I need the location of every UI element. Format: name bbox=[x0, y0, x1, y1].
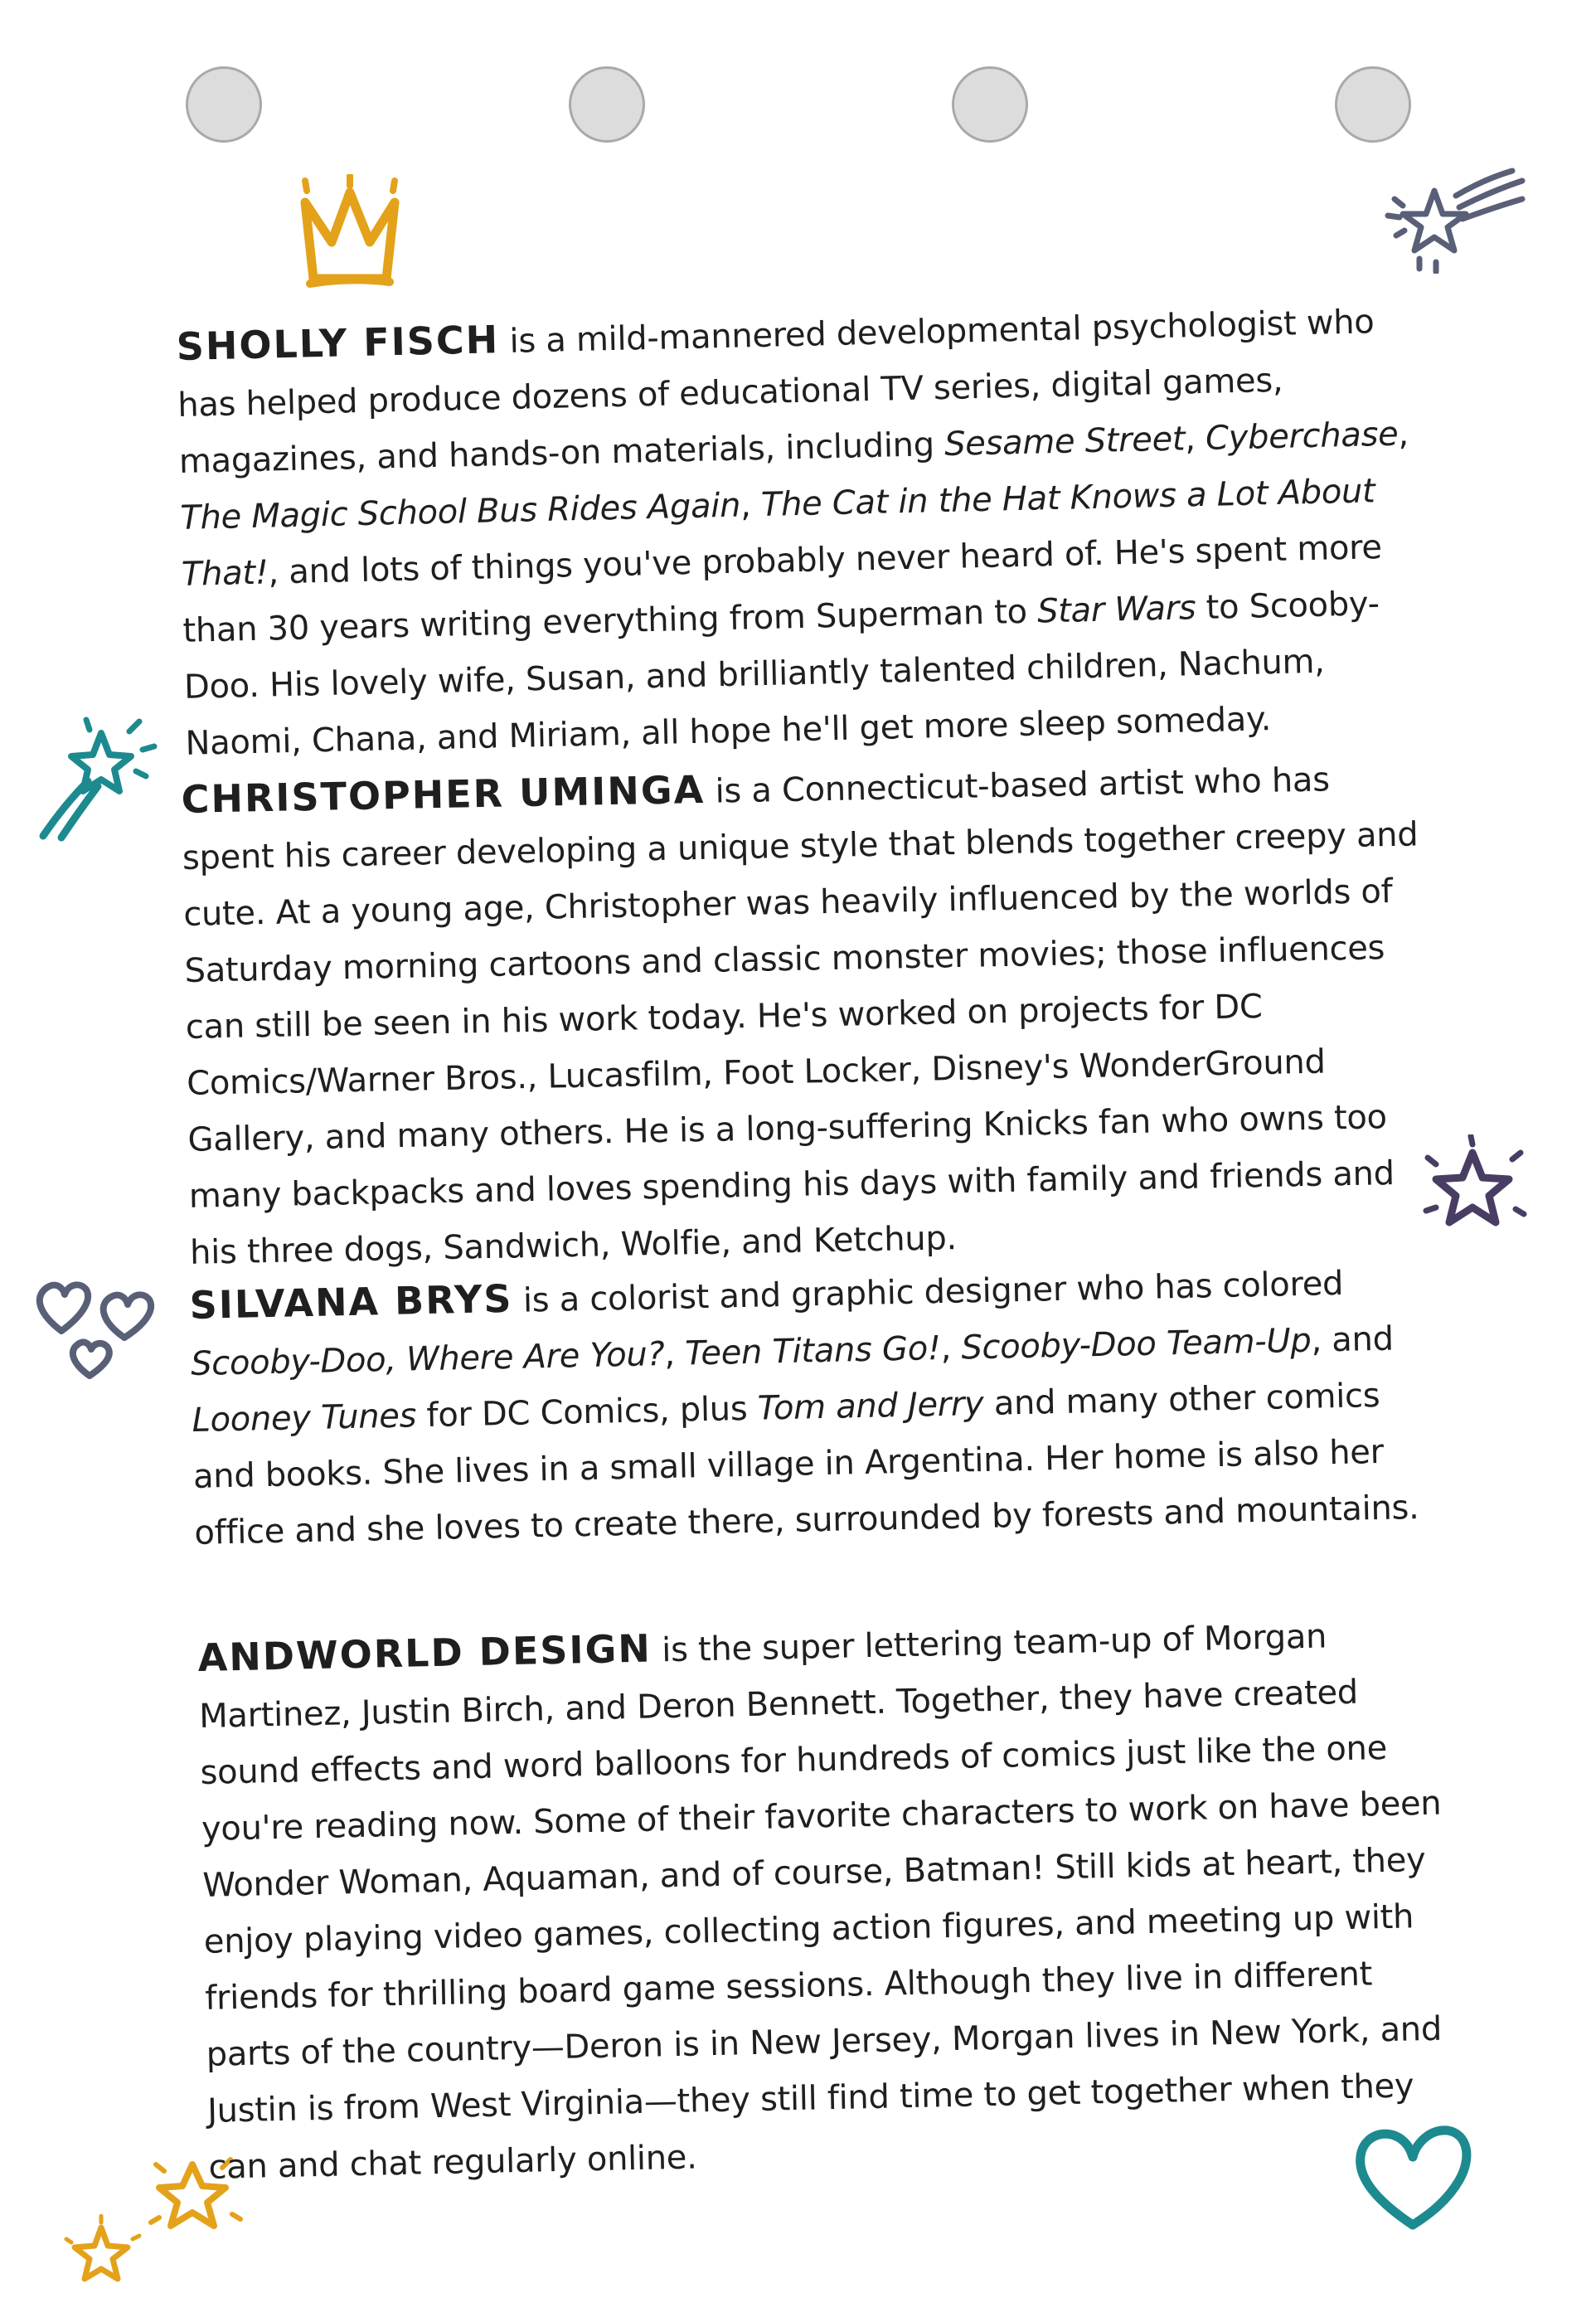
binder-hole bbox=[186, 66, 262, 143]
bio-name: SHOLLY FISCH bbox=[176, 317, 500, 369]
bio-andworld-design: ANDWORLD DESIGN is the super lettering team-up of Morgan Martinez, Justin Birch, and Deron Bennett. Together, they have created sound effects and word balloons for hundreds of comics just like the one you're reading now. Some of their favorite characters to work on have been Wonder Woman, Aquaman, and of course, Batman! Still kids at heart, they enjoy playing video games, collecting action figures, and meeting up with friends for thrilling board game sessions. Although they live in different parts of the country—Deron is in New Jersey, Morgan lives in New York, and Justin is from West Virginia—they still find time to get together when they can and chat regularly online. bbox=[197, 1617, 1443, 2187]
bio-name: SILVANA BRYS bbox=[189, 1275, 514, 1328]
bio-christopher-uminga: CHRISTOPHER UMINGA is a Connecticut-based artist who has spent his career developing a unique style that blends together creepy and cute. At a young age, Christopher was heavily influenced by the worlds of Saturday morning cartoons and classic monster movies; those influences can still be seen in his work today. He's worked on projects for DC Comics/Warner Bros., Lucasfilm, Foot Locker, Disney's WonderGround Gallery, and many others. He is a long-suffering Knicks fan who owns too many backpacks and loves spending his days with family and friends and his three dogs, Sandwich, Wolfie, and Ketchup. bbox=[181, 760, 1419, 1272]
crown-icon bbox=[297, 174, 405, 290]
hearts-icon bbox=[32, 1273, 164, 1381]
binder-hole bbox=[1335, 66, 1411, 143]
binder-hole bbox=[952, 66, 1028, 143]
star-icon bbox=[1419, 1134, 1527, 1242]
bio-sholly-fisch: SHOLLY FISCH is a mild-mannered developmental psychologist who has helped produce dozens of educational TV series, digital games, magazines, and hands-on materials, including Sesame Street, Cyberchase, The Magic School Bus Rides Again, The Cat in the Hat Knows a Lot About That!, and lots of things you've probably never heard of. He's spent more than 30 years writing everything from Superman to Star Wars to Scooby-Doo. His lovely wife, Susan, and brilliantly talented children, Nachum, Naomi, Chana, and Miriam, all hope he'll get more sleep someday. bbox=[176, 303, 1409, 763]
bio-silvana-brys: SILVANA BRYS is a colorist and graphic designer who has colored Scooby-Doo, Where Are You?, Teen Titans Go!, Scooby-Doo Team-Up, and Looney Tunes for DC Comics, plus Tom and Jerry and many other comics and books. She lives in a small village in Argentina. Her home is also her office and she loves to create there, surrounded by forests and mountains. bbox=[189, 1264, 1419, 1552]
binder-hole bbox=[569, 66, 645, 143]
star-icon bbox=[60, 2214, 143, 2297]
shooting-star-icon bbox=[36, 713, 161, 846]
bio-name: ANDWORLD DESIGN bbox=[197, 1625, 652, 1680]
bio-name: CHRISTOPHER UMINGA bbox=[181, 766, 706, 822]
shooting-star-icon bbox=[1376, 166, 1526, 274]
